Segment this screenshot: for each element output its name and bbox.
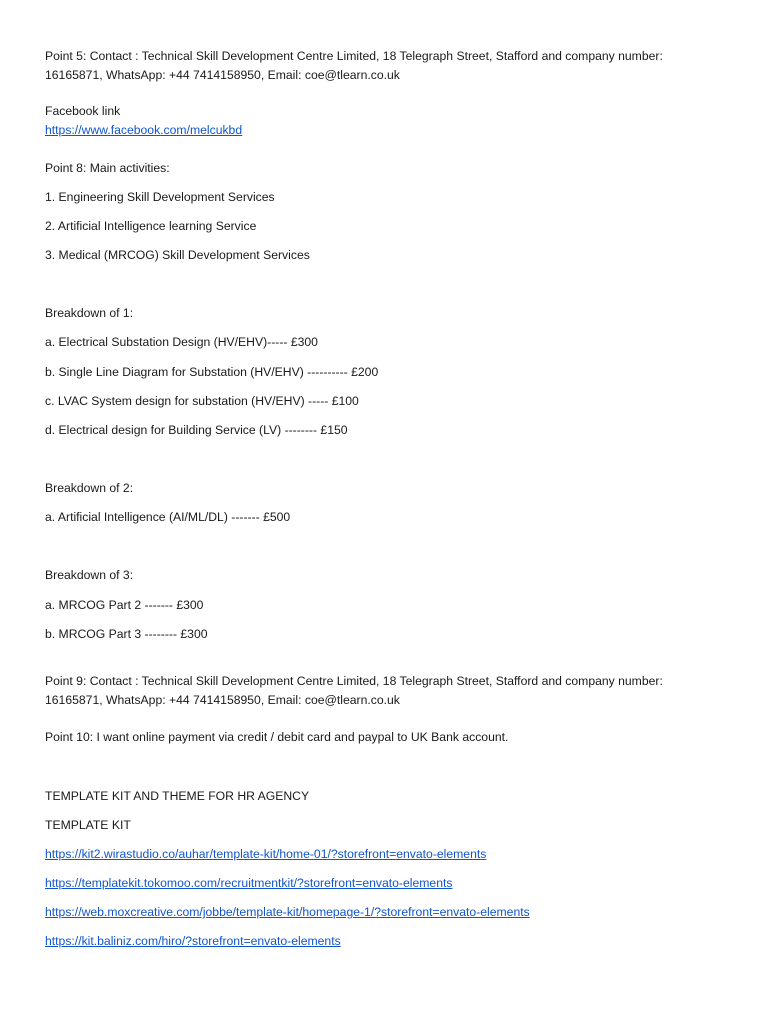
point8-heading: Point 8: Main activities: [45,161,170,175]
template-link-1[interactable]: https://kit2.wirastudio.co/auhar/template-kit/home-01/?storefront=envato-elements [45,847,487,861]
point9-line2: 16165871, WhatsApp: +44 7414158950, Email: coe@tlearn.co.uk [45,692,400,707]
breakdown1-item-d: d. Electrical design for Building Service (LV) -------- £150 [45,423,348,437]
template-link-3[interactable]: https://web.moxcreative.com/jobbe/template-kit/homepage-1/?storefront=envato-elements [45,905,530,919]
breakdown1-heading: Breakdown of 1: [45,306,134,320]
facebook-section [45,102,242,139]
point10-text: Point 10: I want online payment via credit / debit card and paypal to UK Bank account. [45,730,509,744]
template-link-2[interactable]: https://templatekit.tokomoo.com/recruitmentkit/?storefront=envato-elements [45,876,453,890]
facebook-label: Facebook link [45,104,121,118]
breakdown1-item-a: a. Electrical Substation Design (HV/EHV)----- £300 [45,335,318,349]
point9-paragraph [45,672,663,709]
activity-item-2: 2. Artificial Intelligence learning Service [45,219,257,233]
breakdown3-item-a: a. MRCOG Part 2 ------- £300 [45,598,204,612]
point5-line1: Point 5: Contact : Technical Skill Development Centre Limited, 18 Telegraph Street, Stafford and company number: [45,49,663,63]
facebook-link[interactable]: https://www.facebook.com/melcukbd [45,122,243,137]
template-section-heading: TEMPLATE KIT AND THEME FOR HR AGENCY [45,789,310,803]
breakdown3-heading: Breakdown of 3: [45,568,134,582]
breakdown1-item-b: b. Single Line Diagram for Substation (HV/EHV) ---------- £200 [45,365,379,379]
activity-item-3: 3. Medical (MRCOG) Skill Development Services [45,248,310,262]
point9-line1: Point 9: Contact : Technical Skill Development Centre Limited, 18 Telegraph Street, Stafford and company number: [45,674,663,688]
point5-line2: 16165871, WhatsApp: +44 7414158950, Email: coe@tlearn.co.uk [45,67,400,82]
template-kit-subheading: TEMPLATE KIT [45,818,131,832]
breakdown2-item-a: a. Artificial Intelligence (AI/ML/DL) ------- £500 [45,510,291,524]
breakdown1-item-c: c. LVAC System design for substation (HV/EHV) ----- £100 [45,394,359,408]
breakdown2-heading: Breakdown of 2: [45,481,134,495]
point5-paragraph [45,47,663,84]
breakdown3-item-b: b. MRCOG Part 3 -------- £300 [45,627,208,641]
template-link-4[interactable]: https://kit.baliniz.com/hiro/?storefront=envato-elements [45,934,341,948]
activity-item-1: 1. Engineering Skill Development Services [45,190,275,204]
